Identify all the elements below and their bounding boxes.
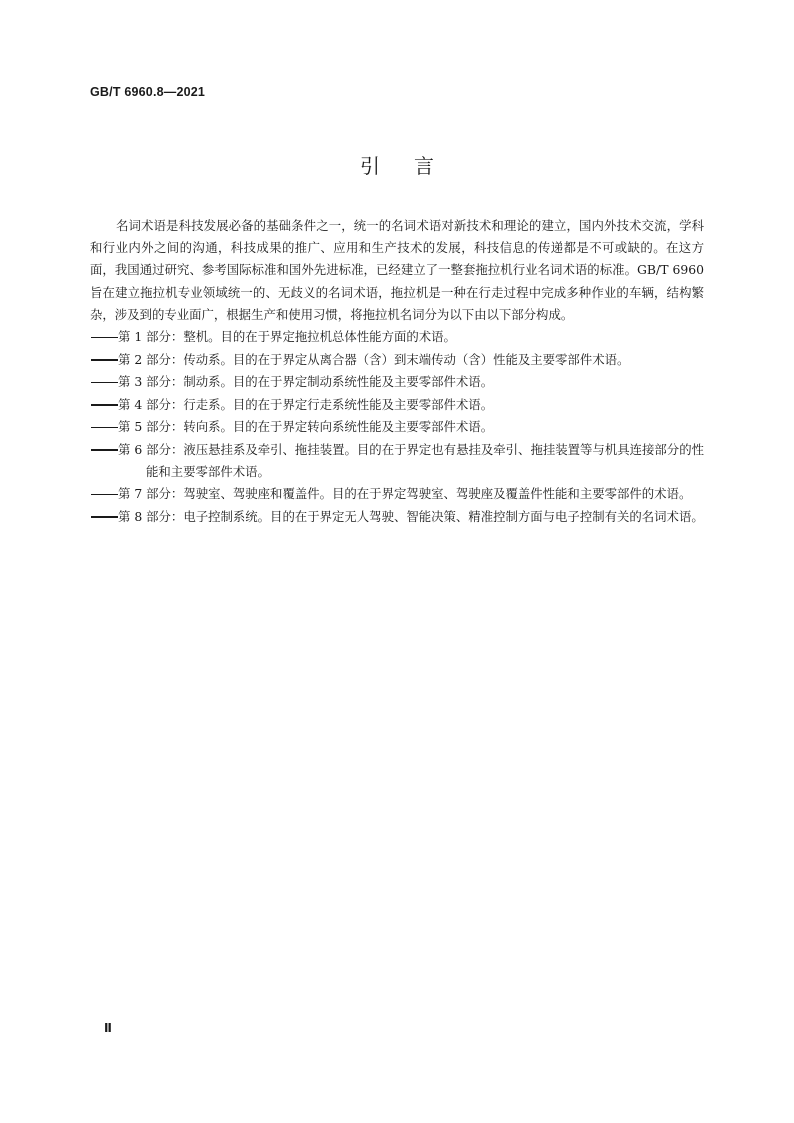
part-item — [90, 439, 704, 484]
part-text: 第 4 部分：行走系。目的在于界定行走系统性能及主要零部件术语。 — [118, 396, 494, 412]
part-item — [90, 349, 704, 372]
em-dash — [90, 439, 118, 461]
em-dash — [90, 349, 118, 371]
em-dash — [90, 394, 118, 416]
part-item — [90, 394, 704, 417]
em-dash — [90, 327, 118, 349]
part-text: 第 3 部分：制动系。目的在于界定制动系统性能及主要零部件术语。 — [118, 374, 494, 390]
part-text: 第 1 部分：整机。目的在于界定拖拉机总体性能方面的术语。 — [118, 329, 456, 345]
part-text: 第 5 部分：转向系。目的在于界定转向系统性能及主要零部件术语。 — [118, 419, 494, 435]
part-item — [90, 326, 704, 349]
part-text: 第 8 部分：电子控制系统。目的在于界定无人驾驶、智能决策、精准控制方面与电子控制有关的名词术语。 — [118, 508, 704, 524]
part-item — [90, 371, 704, 394]
standard-number: GB/T 6960.8—2021 — [90, 85, 206, 99]
part-item — [90, 483, 704, 506]
em-dash — [90, 417, 118, 439]
page-title: 引言 — [360, 154, 468, 178]
em-dash — [90, 372, 118, 394]
part-text: 第 7 部分：驾驶室、驾驶座和覆盖件。目的在于界定驾驶室、驾驶座及覆盖件性能和主要零部件的术语。 — [118, 486, 692, 502]
part-item — [90, 416, 704, 439]
page-number: Ⅱ — [104, 1021, 112, 1035]
em-dash — [90, 484, 118, 506]
intro-paragraph: 名词术语是科技发展必备的基础条件之一，统一的名词术语对新技术和理论的建立，国内外技术交流，学科和行业内外之间的沟通，科技成果的推广、应用和生产技术的发展，科技信息的传递都是不可或缺的。在这方面，我国通过研究、参考国际标准和国外先进标准，已经建立了一整套拖拉机行业名词术语的标准。GB/T 6960 旨在建立拖拉机专业领域统一的、无歧义的名词术语，拖拉机是一种在行走过程中完成多种作业的车辆，结构繁杂，涉及到的专业面广，根据生产和使用习惯，将拖拉机名词分为以下由以下部分构成。 — [90, 218, 704, 322]
part-item — [90, 506, 704, 529]
em-dash — [90, 506, 118, 528]
part-text: 第 2 部分：传动系。目的在于界定从离合器（含）到末端传动（含）性能及主要零部件术语。 — [118, 351, 630, 367]
part-text: 第 6 部分：液压悬挂系及牵引、拖挂装置。目的在于界定也有悬挂及牵引、拖挂装置等与机具连接部分的性能和主要零部件术语。 — [118, 441, 704, 480]
body-text — [90, 215, 704, 528]
